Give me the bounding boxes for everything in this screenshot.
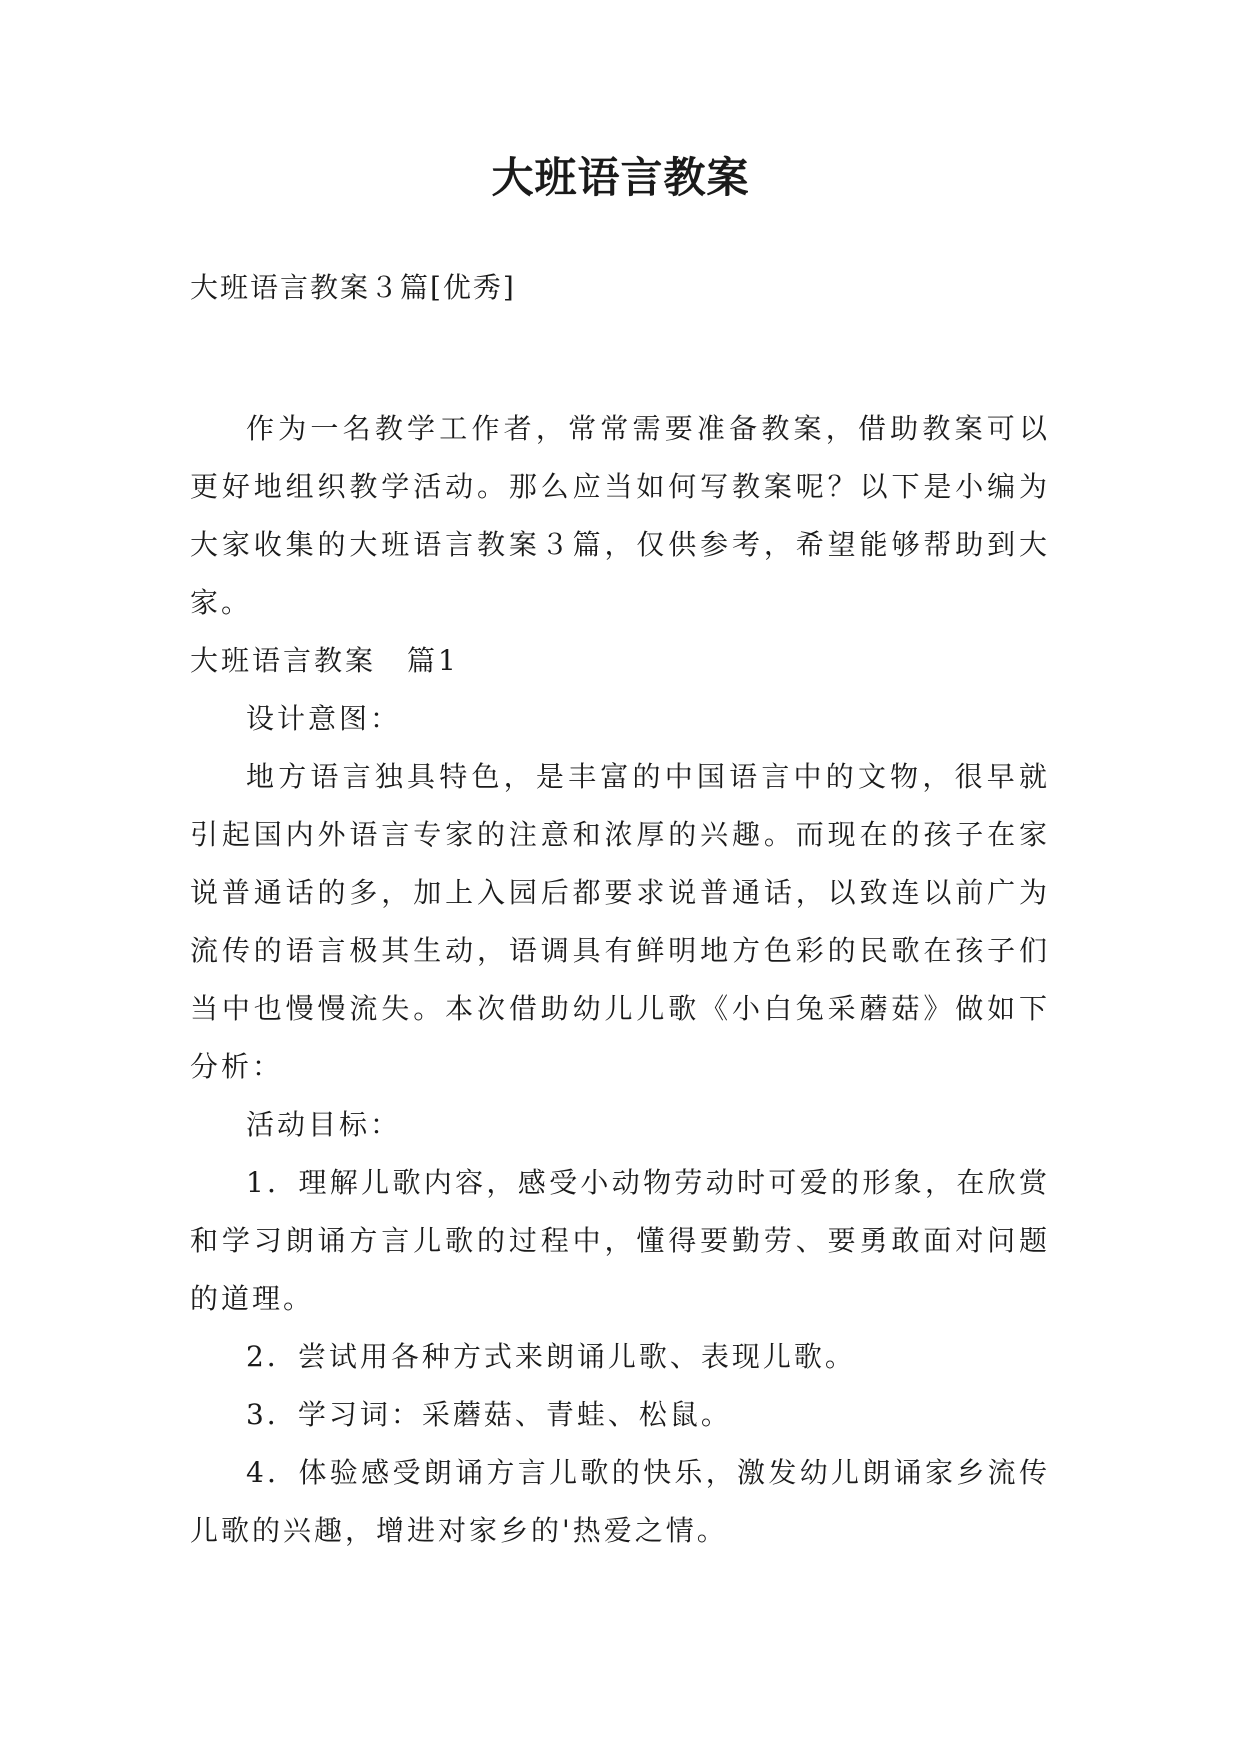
document-subtitle: 大班语言教案３篇[优秀] bbox=[190, 271, 516, 304]
goal-item-4: 4．体验感受朗诵方言儿歌的快乐，激发幼儿朗诵家乡流传儿歌的兴趣，增进对家乡的'热爱之情。 bbox=[190, 1456, 1050, 1547]
document-body bbox=[190, 400, 1050, 1560]
document-title: 大班语言教案 bbox=[491, 153, 750, 202]
design-intent-paragraph: 地方语言独具特色，是丰富的中国语言中的文物，很早就引起国内外语言专家的注意和浓厚的兴趣。而现在的孩子在家说普通话的多，加上入园后都要求说普通话，以致连以前广为流传的语言极其生动，语调具有鲜明地方色彩的民歌在孩子们当中也慢慢流失。本次借助幼儿儿歌《小白兔采蘑菇》做如下分析： bbox=[190, 760, 1050, 1083]
section-heading-1: 大班语言教案 篇1 bbox=[190, 644, 459, 677]
goal-item-3: 3．学习词：采蘑菇、青蛙、松鼠。 bbox=[246, 1398, 732, 1431]
intro-paragraph: 作为一名教学工作者，常常需要准备教案，借助教案可以更好地组织教学活动。那么应当如何写教案呢？以下是小编为大家收集的大班语言教案３篇，仅供参考，希望能够帮助到大家。 bbox=[190, 412, 1050, 619]
activity-goals-label: 活动目标： bbox=[246, 1108, 402, 1141]
goal-item-2: 2．尝试用各种方式来朗诵儿歌、表现儿歌。 bbox=[246, 1340, 856, 1373]
design-intent-label: 设计意图： bbox=[246, 702, 402, 735]
goal-item-1: 1．理解儿歌内容，感受小动物劳动时可爱的形象，在欣赏和学习朗诵方言儿歌的过程中，懂得要勤劳、要勇敢面对问题的道理。 bbox=[190, 1166, 1050, 1315]
